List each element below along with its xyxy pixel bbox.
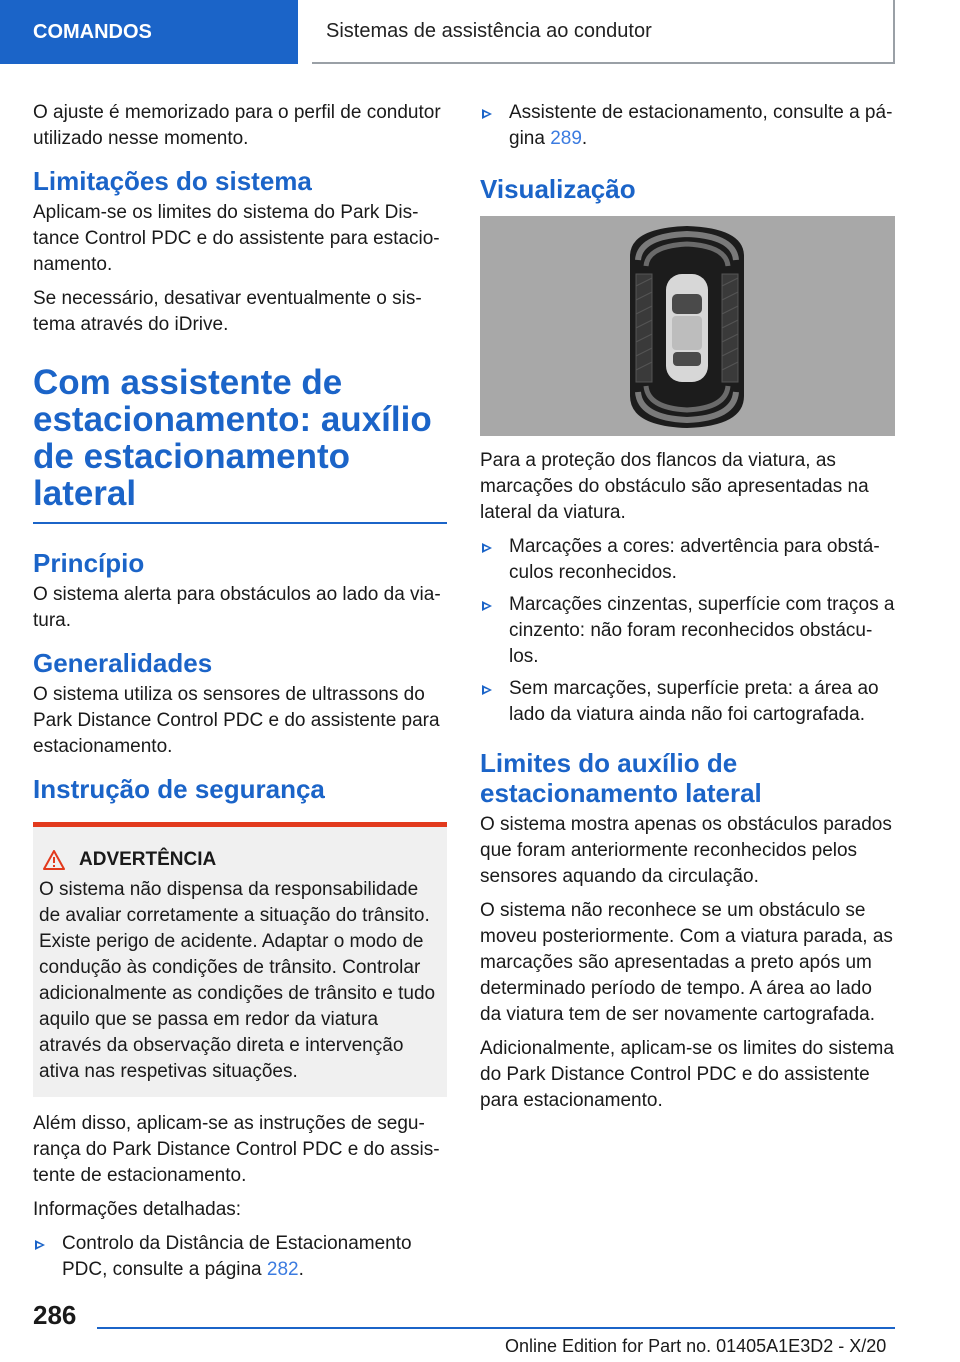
general-heading: Generalidades [33, 648, 213, 678]
list-item [480, 534, 895, 586]
page-link-282[interactable]: 282 [266, 1259, 299, 1280]
warning-text: O sistema não dispensa da responsabilidade de avaliar corretamente a situação do trânsito. Existe perigo de acidente. Adaptar o modo de condução às condições de trânsito. Controlar adicionalmente as condições de trânsito e tudo aquilo que se passa em redor da viatura através da observação direta e intervenção ativa nas respetivas situações. [39, 879, 436, 1082]
list-item [480, 676, 895, 728]
list-item-text: Sem marcações, superfície preta: a área ao lado da viatura ainda não foi cartografada. [509, 678, 879, 725]
edition-text: Online Edition for Part no. 01405A1E3D2 - X/20 [505, 1336, 887, 1356]
list-item-end: . [298, 1259, 304, 1280]
chapter-title-text: Sistemas de assistência ao condutor [326, 19, 652, 42]
visual-paragraph: Para a proteção dos flancos da viatura, as marcações do obstáculo são apresentadas na lateral da viatura. [480, 450, 869, 523]
list-item-text: Marcações cinzentas, superfície com traços a cinzento: não foram reconhecidos obstáculos. [509, 594, 895, 667]
bullet-triangle-icon [482, 543, 492, 553]
main-section-title: Com assistente de estacionamento: auxílio de estacionamento lateral [33, 364, 447, 524]
limitations-paragraph-1: Aplicam-se os limites do sistema do Park Distance Control PDC e do assistente para estacionamento. [33, 202, 440, 275]
safety-list [33, 1231, 447, 1283]
bullet-triangle-icon [35, 1240, 45, 1250]
page-link-289[interactable]: 289 [550, 128, 582, 149]
visual-heading: Visualização [480, 174, 636, 204]
warning-title [39, 849, 441, 871]
list-item [33, 1231, 447, 1283]
principle-heading: Princípio [33, 548, 145, 578]
limits-heading: Limites do auxílio de estacionamento lateral [480, 748, 762, 808]
list-item-text: Controlo da Distância de Estacionamento PDC, consulte a página [62, 1233, 412, 1280]
list-item-text: Marcações a cores: advertência para obstáculos reconhecidos. [509, 536, 880, 583]
bullet-triangle-icon [482, 601, 492, 611]
top-list [480, 100, 895, 152]
car-top-view-icon [480, 216, 895, 436]
chapter-title [312, 0, 895, 64]
limitations-heading: Limitações do sistema [33, 166, 312, 196]
list-item-end: . [581, 128, 588, 149]
footer-divider [97, 1327, 895, 1329]
safety-heading: Instrução de segurança [33, 774, 325, 804]
general-paragraph: O sistema utiliza os sensores de ultrassons do Park Distance Control PDC e do assistente para estacionamento. [33, 684, 440, 757]
warning-triangle-icon [43, 850, 65, 870]
visual-list [480, 534, 895, 728]
footer-edition [505, 1336, 886, 1357]
left-column [33, 100, 447, 1289]
list-item-text: Assistente de estacionamento, consulte a página [509, 102, 893, 149]
limits-paragraph-1: O sistema mostra apenas os obstáculos parados que foram anteriormente reconhecidos pelos sensores aquando da circulação. [480, 814, 892, 887]
bullet-triangle-icon [482, 109, 492, 119]
limitations-paragraph-2: Se necessário, desativar eventualmente o sistema através do iDrive. [33, 288, 422, 335]
principle-paragraph: O sistema alerta para obstáculos ao lado da viatura. [33, 584, 441, 631]
section-tab: COMANDOS [0, 0, 298, 64]
limits-paragraph-3: Adicionalmente, aplicam-se os limites do sistema do Park Distance Control PDC e do assistente para estacionamento. [480, 1038, 894, 1111]
safety-paragraph-2: Informações detalhadas: [33, 1199, 242, 1220]
warning-title-text: ADVERTÊNCIA [79, 849, 217, 870]
bullet-triangle-icon [482, 685, 492, 695]
limits-paragraph-2: O sistema não reconhece se um obstáculo se moveu posteriormente. Com a viatura parada, as marcações são apresentadas a preto após um determinado período de tempo. A área ao lado da viatura tem de ser novamente cartografada. [480, 900, 893, 1025]
safety-paragraph-1: Além disso, aplicam-se as instruções de segurança do Park Distance Control PDC e do assistente de estacionamento. [33, 1113, 440, 1186]
intro-paragraph: O ajuste é memorizado para o perfil de condutor utilizado nesse momento. [33, 102, 441, 149]
right-column [480, 100, 895, 1122]
warning-box [33, 822, 447, 1097]
list-item [480, 592, 895, 670]
list-item [480, 100, 895, 152]
parking-side-view-illustration [480, 216, 895, 436]
page-number: 286 [33, 1300, 77, 1330]
